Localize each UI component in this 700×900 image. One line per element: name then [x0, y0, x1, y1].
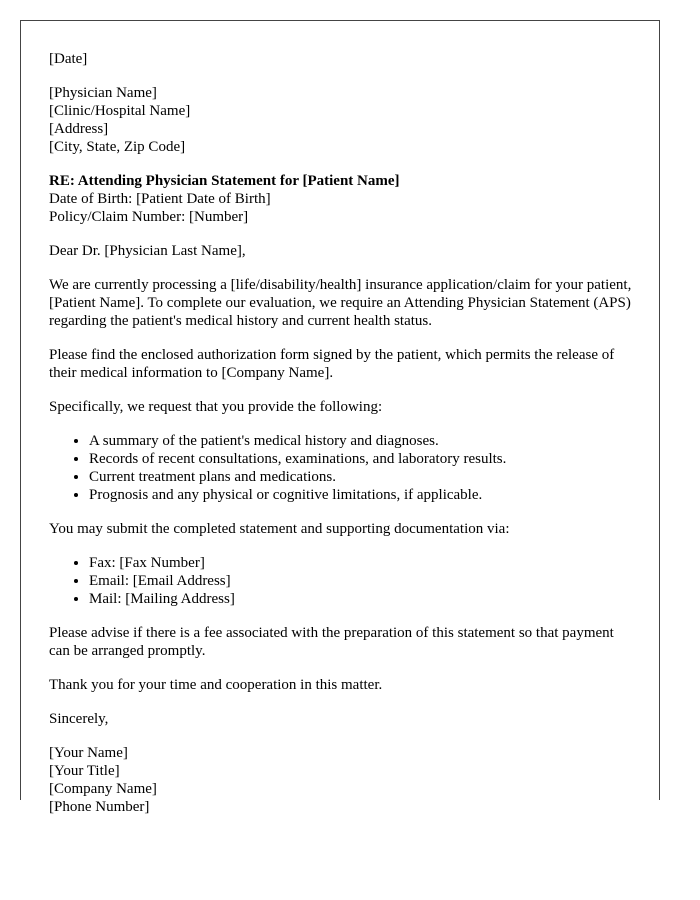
list-item: • Email: [Email Address] [89, 572, 635, 590]
authorization-paragraph: Please find the enclosed authorization form signed by the patient, which permits the release of their medical information to [Company Name]. [49, 347, 615, 381]
policy-number: Policy/Claim Number: [Number] [49, 209, 249, 225]
sender-phone: [Phone Number] [49, 799, 150, 815]
request-list [49, 432, 635, 504]
sender-name: [Your Name] [49, 745, 128, 761]
request-intro: Specifically, we request that you provide the following: [49, 399, 383, 415]
list-item: • Current treatment plans and medications. [89, 468, 635, 486]
submit-intro: You may submit the completed statement and supporting documentation via: [49, 521, 510, 537]
letter-date: [Date] [49, 51, 88, 67]
fee-paragraph: Please advise if there is a fee associated with the preparation of this statement so that payment can be arranged promptly. [49, 625, 614, 659]
submit-methods-list [49, 554, 635, 608]
recipient-name: [Physician Name] [49, 85, 157, 101]
list-item: • A summary of the patient's medical history and diagnoses. [89, 432, 635, 450]
subject-line: RE: Attending Physician Statement for [Patient Name] [49, 173, 400, 189]
list-item: • Mail: [Mailing Address] [89, 590, 635, 608]
recipient-address [49, 84, 635, 156]
recipient-clinic: [Clinic/Hospital Name] [49, 103, 191, 119]
recipient-city: [City, State, Zip Code] [49, 139, 186, 155]
sender-company: [Company Name] [49, 781, 157, 797]
letter-page [20, 20, 660, 815]
recipient-street: [Address] [49, 121, 109, 137]
signature-block [49, 744, 635, 816]
date-block [49, 50, 635, 68]
list-item: • Records of recent consultations, examinations, and laboratory results. [89, 450, 635, 468]
list-item: • Fax: [Fax Number] [89, 554, 635, 572]
intro-paragraph: We are currently processing a [life/disability/health] insurance application/claim for your patient, [Patient Name]. To complete our evaluation, we require an Attending Physician Statement (APS) regarding the patient's medical history and current health status. [49, 277, 632, 329]
salutation: Dear Dr. [Physician Last Name], [49, 243, 246, 259]
patient-dob: Date of Birth: [Patient Date of Birth] [49, 191, 271, 207]
closing: Sincerely, [49, 711, 109, 727]
sender-title: [Your Title] [49, 763, 120, 779]
thanks-paragraph: Thank you for your time and cooperation in this matter. [49, 677, 383, 693]
list-item: • Prognosis and any physical or cognitive limitations, if applicable. [89, 486, 635, 504]
reference-block [49, 172, 635, 226]
letter-content [49, 50, 635, 832]
